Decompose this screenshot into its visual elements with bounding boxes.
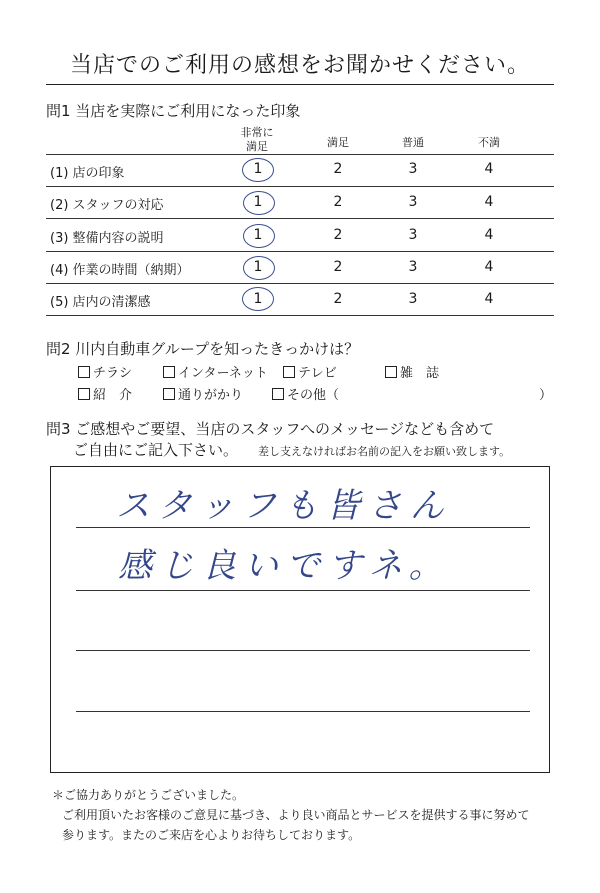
comment-line: [76, 711, 530, 712]
checkbox[interactable]: [163, 388, 175, 400]
row-divider: [46, 154, 554, 155]
score-5-2[interactable]: 2: [333, 291, 343, 307]
row-divider: [46, 283, 554, 284]
page-title: 当店でのご利用の感想をお聞かせください。: [69, 53, 530, 78]
q3-note: 差し支えなければお名前の記入をお願い致します。: [258, 445, 511, 458]
option-flyer[interactable]: [78, 362, 132, 381]
selection-circle: [242, 287, 274, 311]
score-3-3[interactable]: 3: [408, 227, 418, 243]
score-5-1[interactable]: 1: [253, 291, 263, 307]
col-header-very-satisfied-1: 非常に: [240, 126, 274, 139]
option-label: その他（: [287, 388, 340, 403]
score-5-3[interactable]: 3: [408, 291, 418, 307]
q3-heading-line2: ご自由にご記入下さい。: [73, 441, 239, 459]
score-2-1[interactable]: 1: [253, 194, 263, 210]
score-1-3[interactable]: 3: [408, 161, 418, 177]
score-1-1[interactable]: 1: [253, 161, 263, 177]
checkbox[interactable]: [163, 366, 175, 378]
checkbox[interactable]: [78, 366, 90, 378]
score-4-2[interactable]: 2: [333, 259, 343, 275]
score-2-4[interactable]: 4: [484, 194, 494, 210]
score-5-4[interactable]: 4: [484, 291, 494, 307]
checkbox[interactable]: [283, 366, 295, 378]
comment-line: [76, 590, 530, 591]
score-4-3[interactable]: 3: [408, 259, 418, 275]
footer-message-2: 参ります。またのご来店を心よりお待ちしております。: [62, 828, 361, 842]
score-1-2[interactable]: 2: [333, 161, 343, 177]
row-label-4: (4) 作業の時間（納期）: [50, 263, 190, 278]
option-other-close: ）: [539, 388, 553, 403]
option-label: インターネット: [178, 366, 268, 381]
score-4-4[interactable]: 4: [484, 259, 494, 275]
selection-circle: [243, 191, 275, 215]
footer-message-1: ご利用頂いたお客様のご意見に基づき、より良い商品とサービスを提供する事に努めて: [62, 808, 530, 822]
option-referral[interactable]: [78, 384, 132, 403]
row-label-2: (2) スタッフの対応: [50, 198, 164, 213]
q2-heading: 問2 川内自動車グループを知ったきっかけは？: [46, 340, 360, 358]
option-passing-by[interactable]: [163, 384, 243, 403]
col-header-dissatisfied: 不満: [478, 136, 500, 149]
score-3-2[interactable]: 2: [333, 227, 343, 243]
selection-circle: [243, 224, 275, 248]
option-label: チラシ: [93, 366, 133, 381]
checkbox[interactable]: [272, 388, 284, 400]
row-divider: [46, 315, 554, 316]
checkbox[interactable]: [385, 366, 397, 378]
title-underline: [46, 84, 554, 85]
score-2-2[interactable]: 2: [333, 194, 343, 210]
comment-line: [76, 527, 530, 528]
selection-circle: [242, 158, 274, 182]
selection-circle: [243, 256, 275, 280]
score-1-4[interactable]: 4: [484, 161, 494, 177]
footer-thanks: ＊ご協力ありがとうございました。: [52, 788, 245, 802]
handwritten-comment-line1: スタッフも皆さん: [116, 486, 452, 526]
score-2-3[interactable]: 3: [408, 194, 418, 210]
row-divider: [46, 218, 554, 219]
score-3-4[interactable]: 4: [484, 227, 494, 243]
option-internet[interactable]: [163, 362, 268, 381]
row-label-3: (3) 整備内容の説明: [50, 231, 164, 246]
row-divider: [46, 186, 554, 187]
option-label: テレビ: [298, 366, 337, 381]
score-3-1[interactable]: 1: [253, 227, 263, 243]
option-label: 紹 介: [93, 388, 133, 403]
col-header-satisfied: 満足: [327, 136, 349, 149]
row-divider: [46, 251, 554, 252]
q1-heading: 問1 当店を実際にご利用になった印象: [46, 102, 301, 120]
handwritten-comment-line2: 感じ良いですネ。: [118, 546, 451, 586]
col-header-neutral: 普通: [402, 136, 424, 149]
option-other[interactable]: [272, 384, 339, 403]
col-header-very-satisfied-2: 満足: [246, 140, 268, 153]
option-tv[interactable]: [283, 362, 337, 381]
score-4-1[interactable]: 1: [253, 259, 263, 275]
comment-line: [76, 650, 530, 651]
q3-heading-line1: 問3 ご感想やご要望、当店のスタッフへのメッセージなども含めて: [46, 420, 495, 438]
row-label-1: (1) 店の印象: [50, 166, 125, 181]
option-magazine[interactable]: [385, 362, 439, 381]
option-label: 通りがかり: [178, 388, 244, 403]
option-label: 雑 誌: [400, 366, 440, 381]
checkbox[interactable]: [78, 388, 90, 400]
row-label-5: (5) 店内の清潔感: [50, 295, 151, 310]
